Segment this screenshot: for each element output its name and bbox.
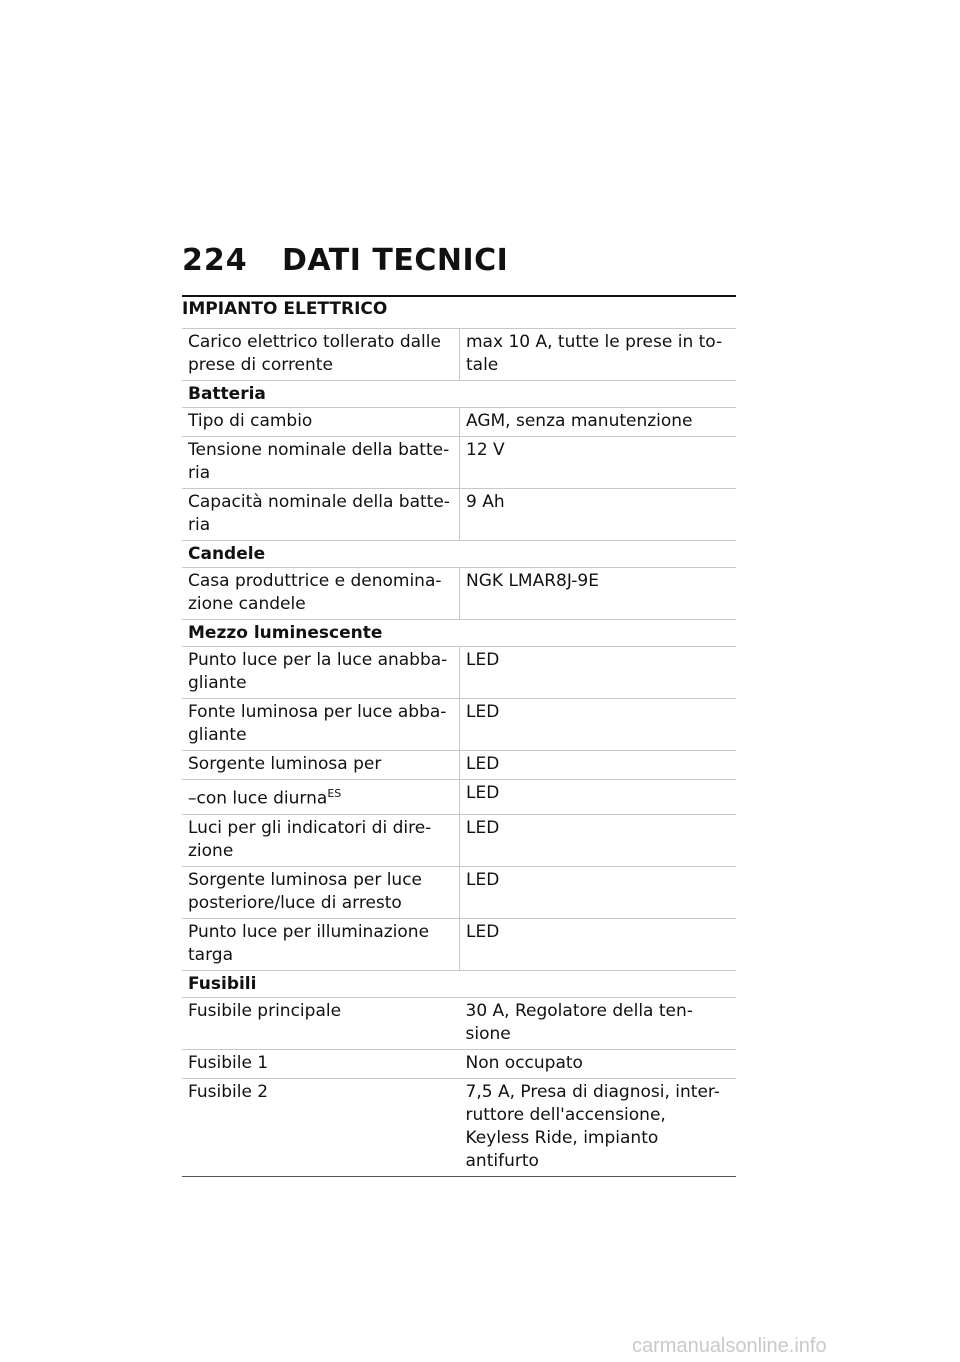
group-title-fusibili: Fusibili	[182, 970, 736, 997]
spec-label: Fonte luminosa per luce abba- gliante	[182, 699, 460, 751]
page-header	[182, 243, 508, 278]
spec-value: LED	[460, 699, 737, 751]
spec-value: LED	[460, 780, 737, 815]
group-header-row	[182, 381, 736, 408]
table-row	[182, 751, 736, 780]
table-row	[182, 647, 736, 699]
table-row	[182, 699, 736, 751]
spec-label: Carico elettrico tollerato dalle prese di corrente	[182, 329, 460, 381]
group-title-candele: Candele	[182, 541, 736, 568]
spec-value: LED	[460, 814, 737, 866]
group-header-row	[182, 620, 736, 647]
group-header-row	[182, 970, 736, 997]
table-row	[182, 437, 736, 489]
spec-value: LED	[460, 918, 737, 970]
table-row	[182, 997, 736, 1049]
section-rule	[182, 295, 736, 297]
spec-value: LED	[460, 647, 737, 699]
spec-label	[182, 780, 460, 815]
group-header-row	[182, 541, 736, 568]
spec-value: NGK LMAR8J-9E	[460, 568, 737, 620]
spec-value: max 10 A, tutte le prese in to- tale	[460, 329, 737, 381]
spec-label: Sorgente luminosa per	[182, 751, 460, 780]
watermark: carmanualsonline.info	[632, 1335, 827, 1357]
spec-label: Fusibile 2	[182, 1078, 460, 1176]
table-row	[182, 866, 736, 918]
table-row	[182, 1078, 736, 1176]
spec-label: Fusibile 1	[182, 1049, 460, 1078]
table-row	[182, 568, 736, 620]
spec-label: Tensione nominale della batte- ria	[182, 437, 460, 489]
section-title: IMPIANTO ELETTRICO	[182, 299, 388, 319]
spec-table	[182, 328, 736, 1177]
page-number: 224	[182, 243, 248, 278]
spec-label: Sorgente luminosa per luce posteriore/luce di arresto	[182, 866, 460, 918]
chapter-title: DATI TECNICI	[282, 243, 509, 278]
table-row	[182, 329, 736, 381]
spec-label: Luci per gli indicatori di dire- zione	[182, 814, 460, 866]
superscript-note: ES	[327, 787, 342, 800]
spec-label: Punto luce per illuminazione targa	[182, 918, 460, 970]
spec-value: LED	[460, 751, 737, 780]
spec-value: 30 A, Regolatore della ten- sione	[460, 997, 737, 1049]
table-row	[182, 780, 736, 815]
spec-label: Fusibile principale	[182, 997, 460, 1049]
table-row	[182, 814, 736, 866]
table-row	[182, 408, 736, 437]
spec-value: 9 Ah	[460, 489, 737, 541]
spec-label: Punto luce per la luce anabba- gliante	[182, 647, 460, 699]
spec-value: Non occupato	[460, 1049, 737, 1078]
spec-value: 12 V	[460, 437, 737, 489]
spec-value: 7,5 A, Presa di diagnosi, inter- ruttore dell'accensione, Keyless Ride, impianto antifurto	[460, 1078, 737, 1176]
table-row	[182, 1049, 736, 1078]
spec-label: Tipo di cambio	[182, 408, 460, 437]
group-title-mezzo: Mezzo luminescente	[182, 620, 736, 647]
spec-label-text: –con luce diurna	[188, 788, 328, 809]
spec-value: AGM, senza manutenzione	[460, 408, 737, 437]
group-title-batteria: Batteria	[182, 381, 736, 408]
spec-label: Casa produttrice e denomina- zione candele	[182, 568, 460, 620]
spec-value: LED	[460, 866, 737, 918]
table-row	[182, 489, 736, 541]
spec-label: Capacità nominale della batte- ria	[182, 489, 460, 541]
table-row	[182, 918, 736, 970]
